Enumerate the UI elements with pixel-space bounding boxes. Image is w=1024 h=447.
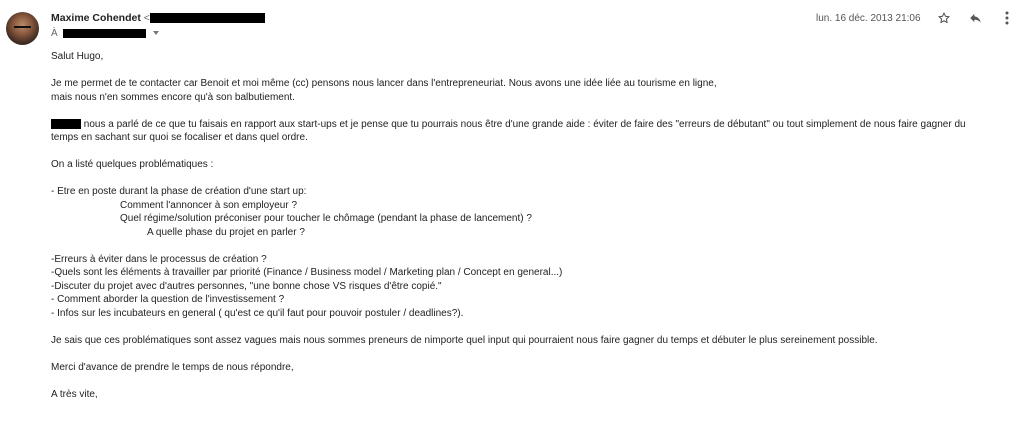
paragraph-5: Merci d'avance de prendre le temps de nous répondre, [51,361,294,373]
avatar-glasses [14,26,31,32]
list-1-sub-1: Comment l'annoncer à son employeur ? [120,199,298,211]
sender-email-open: < [143,12,150,24]
paragraph-2-line-1 [51,118,1011,132]
list-2-item-3: -Discuter du projet avec d'autres personnes, "une bonne chose VS risques d'être copié." [51,280,442,292]
reply-button[interactable] [966,9,984,27]
message-date: lun. 16 déc. 2013 21:06 [816,13,921,24]
star-icon [937,11,951,25]
paragraph-4: Je sais que ces problématiques sont assez vagues mais nous sommes preneurs de nimporte quel input qui pourraient nous faire gagner du temps et débuter le plus sereinement possible. [51,334,878,346]
paragraph-3: On a listé quelques problématiques : [51,159,214,170]
to-label: À [51,28,58,39]
message-body [51,50,1011,401]
star-button[interactable] [935,9,953,27]
redacted-name [51,119,81,129]
list-2-item-5: - Infos sur les incubateurs en general ( qu'est ce qu'il faut pour pouvoir postuler / deadlines?). [51,307,464,319]
list-1-sub-3: A quelle phase du projet en parler ? [147,226,305,238]
recipient-line[interactable] [51,28,159,39]
more-vert-icon [1005,11,1009,25]
avatar[interactable] [6,12,39,45]
sender-line [51,12,265,24]
paragraph-2-line-2: temps en sachant sur quoi se focaliser et dans quel ordre. [51,132,308,143]
list-2-item-2: -Quels sont les éléments à travailler par priorité (Finance / Business model / Marketing plan / Concept en general...) [51,267,563,278]
more-options-button[interactable] [998,9,1016,27]
closing: A très vite, [51,388,98,400]
redacted-recipient [63,29,146,38]
greeting: Salut Hugo, [51,51,104,62]
reply-icon [968,11,983,25]
list-1-sub-2: Quel régime/solution préconiser pour toucher le chômage (pendant la phase de lancement) ? [120,213,532,224]
paragraph-1-line-1: Je me permet de te contacter car Benoit et moi même (cc) pensons nous lancer dans l'entrepreneuriat. Nous avons une idée liée au tourisme en ligne, [51,78,717,89]
paragraph-2-line-1-text: nous a parlé de ce que tu faisais en rapport aux start-ups et je pense que tu pourrais nous être d'une grande aide : éviter de faire des "erreurs de débutant" ou tout simplement de nous faire gagner du [81,118,966,130]
chevron-down-icon[interactable] [153,31,159,35]
redacted-sender-email [150,13,265,23]
list-1-head: - Etre en poste durant la phase de création d'une start up: [51,186,307,197]
list-2-item-1: -Erreurs à éviter dans le processus de création ? [51,253,267,265]
paragraph-1-line-2: mais nous n'en sommes encore qu'à son balbutiement. [51,91,295,103]
sender-name[interactable]: Maxime Cohendet [51,12,141,24]
list-2-item-4: - Comment aborder la question de l'investissement ? [51,294,285,305]
